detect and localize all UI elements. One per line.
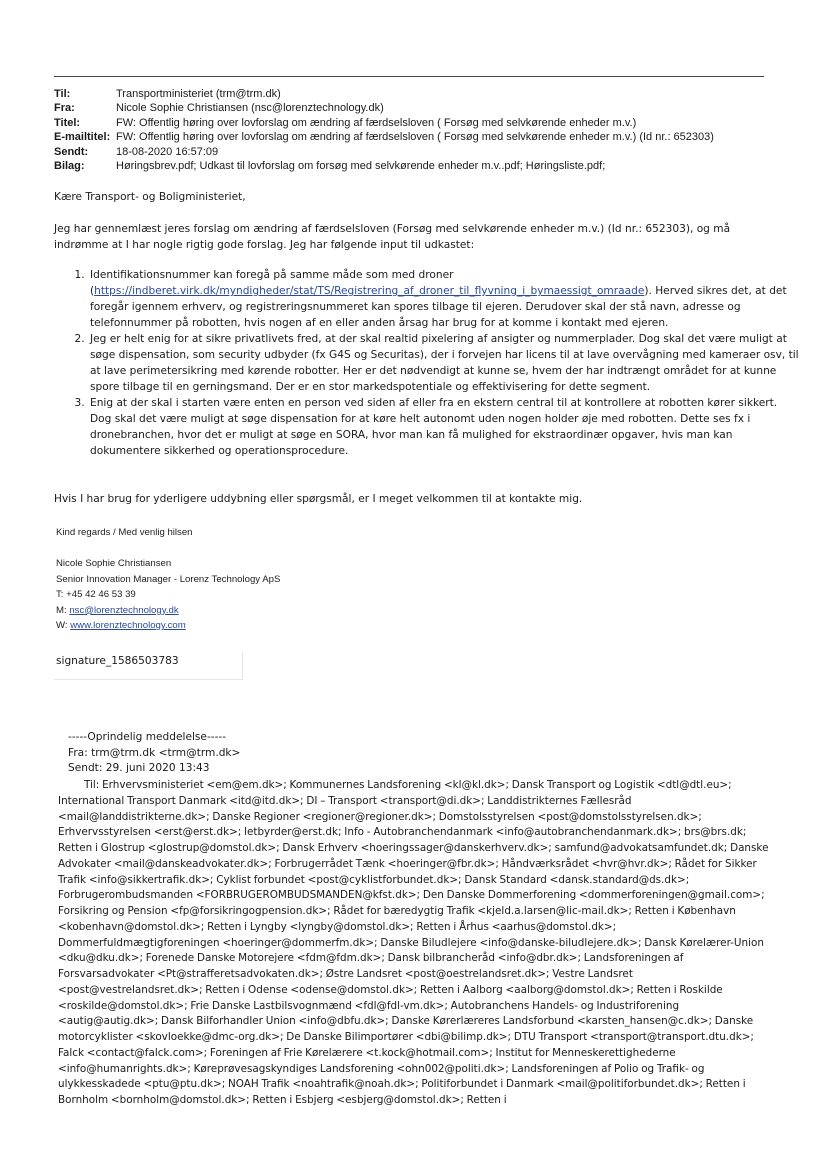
regards-line: Kind regards / Med venlig hilsen	[56, 527, 193, 538]
header-label: E-mailtitel:	[54, 131, 111, 144]
list-item: 2. Jeg er helt enig for at sikre privatlivets fred, at der skal realtid pixelering af ansigter og nummerplader. Dog skal det være muligt at søge dispensation, som security udbyder (fx G4S og Securitas), der i forvejen har licens til at lave overvågning med kameraer osv, til at lave perimetersikring med kørende robotter. Her er det nødvendigt at kunne se, hvem der har indtrængt området for at kunne spore tilbage til en gerningsmand. Der er en stor markedspotentiale og effektivisering for dette segment.	[88, 331, 800, 395]
original-from: Fra: trm@trm.dk <trm@trm.dk>	[68, 746, 241, 759]
original-divider: -----Oprindelig meddelelse-----	[68, 731, 227, 743]
closing-paragraph: Hvis I har brug for yderligere uddybning eller spørgsmål, er I meget velkommen til at kontakte mig.	[54, 493, 583, 505]
header-value: FW: Offentlig høring over lovforslag om ændring af færdselsloven ( Forsøg med selvkørende enheder m.v.) (Id nr.: 652303)	[116, 131, 714, 144]
signature-title: Senior Innovation Manager - Lorenz Technology ApS	[56, 573, 281, 585]
header-divider	[54, 76, 764, 77]
drone-registration-link[interactable]: https://indberet.virk.dk/myndigheder/stat/TS/Registrering_af_droner_til_flyvning_i_bymaessigt_omraade	[94, 285, 645, 297]
original-sent: Sendt: 29. juni 2020 13:43	[68, 762, 210, 775]
header-label: Bilag:	[54, 160, 85, 173]
header-row-sent	[54, 145, 714, 159]
header-row-title	[54, 116, 714, 130]
greeting: Kære Transport- og Boligministeriet,	[54, 191, 246, 203]
header-row-attachments	[54, 159, 714, 173]
mail-prefix: M:	[56, 604, 70, 616]
web-link[interactable]: www.lorenztechnology.com	[70, 620, 186, 632]
input-list	[54, 267, 800, 459]
point1-text-end: ). Herved sikres det, at det foregår igennem erhverv, og registreringsnummeret kan spores tilbage til ejeren. Derudover skal der stå navn, adresse og telefonnummer på robotten, hvis nogen af en eller anden årsag har brug for at komme i kontakt med ejeren.	[90, 285, 787, 329]
web-prefix: W:	[56, 620, 71, 632]
list-item	[88, 267, 800, 331]
original-message-header	[68, 730, 240, 777]
email-header	[54, 87, 714, 173]
header-label: Sendt:	[54, 145, 89, 158]
mail-link[interactable]: nsc@lorenztechnology.dk	[69, 604, 179, 616]
point1-text-start: Identifikationsnummer kan foregå på samme måde som med droner (	[90, 269, 454, 297]
header-row-from	[54, 101, 714, 115]
header-value: 18-08-2020 16:57:09	[116, 145, 219, 158]
original-recipients: Til: Erhvervsministeriet <em@em.dk>; Kommunernes Landsforening <kl@kl.dk>; Dansk Transport og Logistik <dtl@dtl.eu>; International Transport Danmark <itd@itd.dk>; DI – Transport <transport@di.dk>; Landdistrikternes Fællesråd <mail@landdistrikterne.dk>; Danske Regioner <regioner@regioner.dk>; Domstolsstyrelsen <post@domstolsstyrelsen.dk>; Erhvervsstyrelsen <erst@erst.dk>; letbyrder@erst.dk; Info - Autobranchendanmark <info@autobranchendanmark.dk>; brs@brs.dk; Retten i Glostrup <glostrup@domstol.dk>; Dansk Erhverv <hoeringssager@danskerhverv.dk>; samfund@advokatsamfundet.dk; Danske Advokater <mail@danskeadvokater.dk>; Forbrugerrådet Tænk <hoeringer@fbr.dk>; Håndværksrådet <hvr@hvr.dk>; Rådet for Sikker Trafik <info@sikkertrafik.dk>; Cyklist forbundet <post@cyklistforbundet.dk>; Dansk Standard <dansk.standard@ds.dk>; Forbrugerombudsmanden <FORBRUGEROMBUDSMANDEN@kfst.dk>; Den Danske Dommerforening <dommerforeningen@gmail.com>; Forsikring og Pension <fp@forsikringogpension.dk>; Rådet for bæredygtig Trafik <kjeld.a.larsen@lic-mail.dk>; Retten i København <kobenhavn@domstol.dk>; Retten i Lyngby <lyngby@domstol.dk>; Retten i Århus <aarhus@domstol.dk>; Dommerfuldmægtigforeningen <hoeringer@dommerfm.dk>; Danske Biludlejere <info@danske-biludlejere.dk>; Dansk Kørelærer-Union <dku@dku.dk>; Forenede Danske Motorejere <fdm@fdm.dk>; Dansk bilbrancheråd <info@dbr.dk>; Landsforeningen af Forsvarsadvokater <Pt@strafferetsadvokaten.dk>; Østre Landsret <post@oestrelandsret.dk>; Vestre Landsret <post@vestrelandsret.dk>; Retten i Odense <odense@domstol.dk>; Retten i Aalborg <aalborg@domstol.dk>; Retten i Roskilde <roskilde@domstol.dk>; Frie Danske Lastbilsvognmænd <fdl@fdl-vm.dk>; Autobranchens Handels- og Industriforening <autig@autig.dk>; Dansk Bilforhandler Union <info@dbfu.dk>; Danske Kørerlæreres Landsforbund <karsten_hansen@c.dk>; Danske motorcyklister <skovloekke@dmc-org.dk>; De Danske Bilimportører <dbi@bilimp.dk>; DTU Transport <transport@transport.dtu.dk>; Falck <contact@falck.com>; Foreningen af Frie Kørelærere <t.kock@hotmail.com>; Institut for Menneskerettighederne <info@humanrights.dk>; Køreprøvesagskyndiges Landsforening <ohn002@politi.dk>; Landsforeningen af Polio og Trafik- og ulykkesskadede <ptu@ptu.dk>; NOAH Trafik <noahtrafik@noah.dk>; Politiforbundet i Danmark <mail@politiforbundet.dk>; Retten i Bornholm <bornholm@domstol.dk>; Retten i Esbjerg <esbjerg@domstol.dk>; Retten i	[58, 779, 769, 1106]
signature-name: Nicole Sophie Christiansen	[56, 558, 172, 569]
signature-phone: T: +45 42 46 53 39	[56, 589, 136, 601]
header-value: FW: Offentlig høring over lovforslag om ændring af færdselsloven ( Forsøg med selvkørende enheder m.v.)	[116, 116, 637, 129]
header-value: Høringsbrev.pdf; Udkast til lovforslag om forsøg med selvkørende enheder m.v..pdf; Høringsliste.pdf;	[116, 160, 606, 173]
signature-image-placeholder: signature_1586503783	[54, 651, 243, 680]
list-item: 3. Enig at der skal i starten være enten en person ved siden af eller fra en ekstern central til at kontrollere at robotten kører sikkert. Dog skal det være muligt at søge dispensation for at køre helt autonomt uden nogen holder øje med robotten. Dette ses fx i dronebranchen, hvor det er muligt at søge en SORA, hvor man kan få mulighed for ekstraordinær opgaver, hvis man kan dokumentere sikkerhed og operationsprocedure.	[88, 395, 800, 459]
header-label: Fra:	[54, 102, 75, 115]
signature-mail-row	[56, 603, 280, 619]
signature-block	[56, 556, 280, 634]
header-label: Titel:	[54, 116, 81, 129]
header-row-to	[54, 87, 714, 101]
header-row-email-title	[54, 130, 714, 144]
header-label: Til:	[54, 88, 71, 100]
signature-web-row	[56, 618, 280, 634]
intro-paragraph: Jeg har gennemlæst jeres forslag om ændring af færdselsloven (Forsøg med selvkørende enheder m.v.) (Id nr.: 652303), og må indrømme at I har nogle rigtig gode forslag. Jeg har følgende input til udkastet:	[54, 223, 731, 251]
header-value: Nicole Sophie Christiansen (nsc@lorenztechnology.dk)	[116, 102, 384, 115]
header-value: Transportministeriet (trm@trm.dk)	[116, 88, 281, 100]
